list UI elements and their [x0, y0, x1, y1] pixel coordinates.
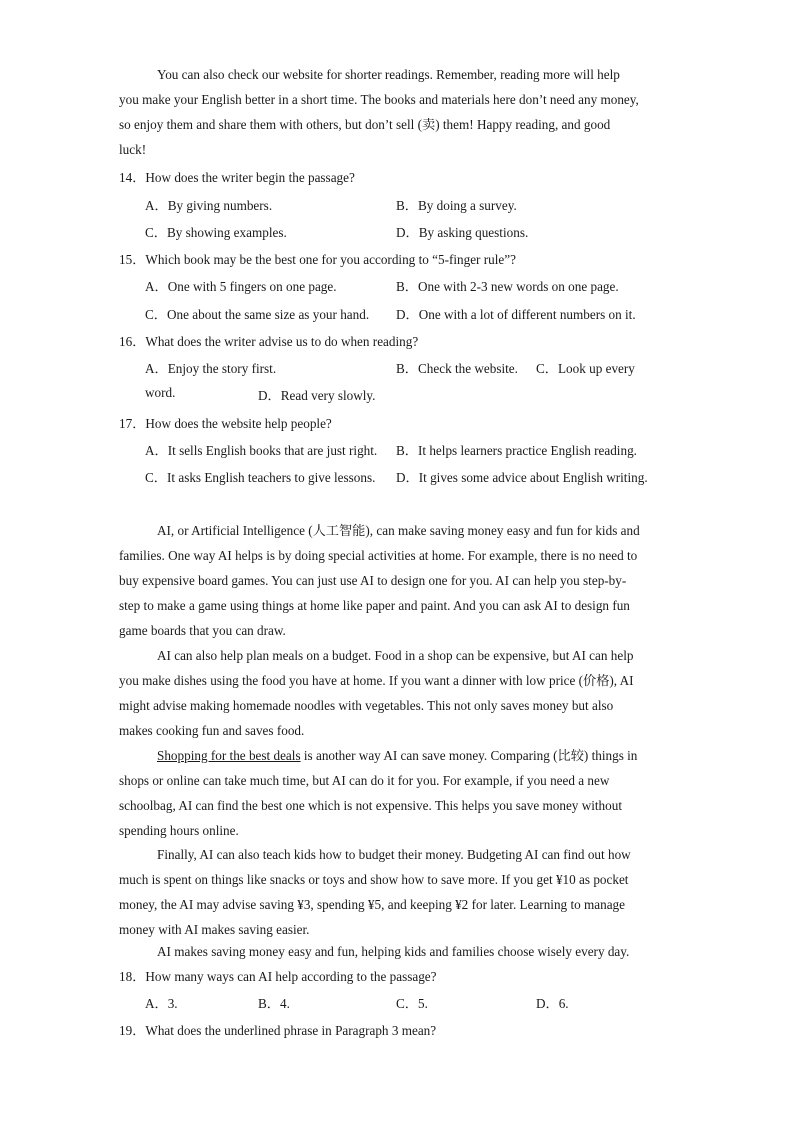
q18-option-b[interactable]: B．4. [258, 996, 290, 1011]
passage2-paragraph-4 [119, 842, 679, 942]
passage2-paragraph-5 [119, 939, 679, 964]
text-line: game boards that you can draw. [119, 623, 286, 638]
underlined-phrase: Shopping for the best deals [157, 748, 301, 763]
text-line: spending hours online. [119, 823, 239, 838]
text-line: you make your English better in a short time. The books and materials here don’t need any money, [119, 92, 639, 107]
passage2-paragraph-1 [119, 518, 679, 643]
q16-option-c-continued[interactable]: word. [145, 385, 176, 400]
text-line: Finally, AI can also teach kids how to budget their money. Budgeting AI can find out how [157, 847, 631, 862]
q16-option-a[interactable]: A．Enjoy the story first. [145, 361, 277, 376]
text-line: families. One way AI helps is by doing special activities at home. For example, there is no need to [119, 548, 638, 563]
q15-option-c[interactable]: C．One about the same size as your hand. [145, 307, 370, 322]
text-line: shops or online can take much time, but AI can do it for you. For example, if you need a new [119, 773, 610, 788]
q18-option-a[interactable]: A．3. [145, 996, 178, 1011]
text-line: schoolbag, AI can find the best one which is not expensive. This helps you save money without [119, 798, 622, 813]
q17-option-a[interactable]: A．It sells English books that are just right. [145, 443, 378, 458]
text-line: luck! [119, 142, 147, 157]
text-line: You can also check our website for shorter readings. Remember, reading more will help [157, 67, 620, 82]
text-line: makes cooking fun and saves food. [119, 723, 305, 738]
q17-option-d[interactable]: D．It gives some advice about English writing. [396, 470, 648, 485]
question-19-stem: 19．What does the underlined phrase in Paragraph 3 mean? [119, 1023, 437, 1038]
q16-option-d[interactable]: D．Read very slowly. [258, 388, 376, 403]
text-line: you make dishes using the food you have at home. If you want a dinner with low price (价格), AI [119, 673, 634, 688]
q18-option-c[interactable]: C．5. [396, 996, 428, 1011]
text-line: buy expensive board games. You can just use AI to design one for you. AI can help you step-by- [119, 573, 627, 588]
q16-option-b[interactable]: B．Check the website. [396, 361, 518, 376]
text-line: might advise making homemade noodles with vegetables. This not only saves money but also [119, 698, 614, 713]
question-18-stem: 18．How many ways can AI help according to the passage? [119, 969, 437, 984]
q14-option-d[interactable]: D．By asking questions. [396, 225, 529, 240]
q16-option-c[interactable]: C．Look up every [536, 361, 635, 376]
text-line [119, 743, 679, 768]
text-line: much is spent on things like snacks or toys and show how to save more. If you get ¥10 as pocket [119, 872, 629, 887]
question-16-stem: 16．What does the writer advise us to do when reading? [119, 334, 419, 349]
text-line: money, the AI may advise saving ¥3, spending ¥5, and keeping ¥2 for later. Learning to manage [119, 897, 625, 912]
question-17-stem: 17．How does the website help people? [119, 416, 332, 431]
q14-option-c[interactable]: C．By showing examples. [145, 225, 287, 240]
passage2-paragraph-3 [119, 743, 679, 843]
text-line: money with AI makes saving easier. [119, 922, 310, 937]
q15-option-a[interactable]: A．One with 5 fingers on one page. [145, 279, 337, 294]
q17-option-c[interactable]: C．It asks English teachers to give lessons. [145, 470, 376, 485]
question-14-stem: 14．How does the writer begin the passage? [119, 170, 355, 185]
question-15-stem: 15．Which book may be the best one for you according to “5-finger rule”? [119, 252, 516, 267]
q15-option-b[interactable]: B．One with 2-3 new words on one page. [396, 279, 619, 294]
passage1-last-paragraph [119, 62, 679, 162]
text-line: AI, or Artificial Intelligence (人工智能), can make saving money easy and fun for kids and [157, 523, 640, 538]
text-line: AI makes saving money easy and fun, helping kids and families choose wisely every day. [157, 944, 630, 959]
passage2-paragraph-2 [119, 643, 679, 743]
q15-option-d[interactable]: D．One with a lot of different numbers on it. [396, 307, 636, 322]
q14-option-a[interactable]: A．By giving numbers. [145, 198, 273, 213]
q18-option-d[interactable]: D．6. [536, 996, 569, 1011]
text-line: AI can also help plan meals on a budget. Food in a shop can be expensive, but AI can help [157, 648, 634, 663]
text-line: so enjoy them and share them with others, but don’t sell (卖) them! Happy reading, and good [119, 117, 611, 132]
text-fragment: is another way AI can save money. Comparing (比较) things in [300, 748, 638, 763]
q14-option-b[interactable]: B．By doing a survey. [396, 198, 517, 213]
q17-option-b[interactable]: B．It helps learners practice English reading. [396, 443, 637, 458]
text-line: step to make a game using things at home like paper and paint. And you can ask AI to design fun [119, 598, 630, 613]
